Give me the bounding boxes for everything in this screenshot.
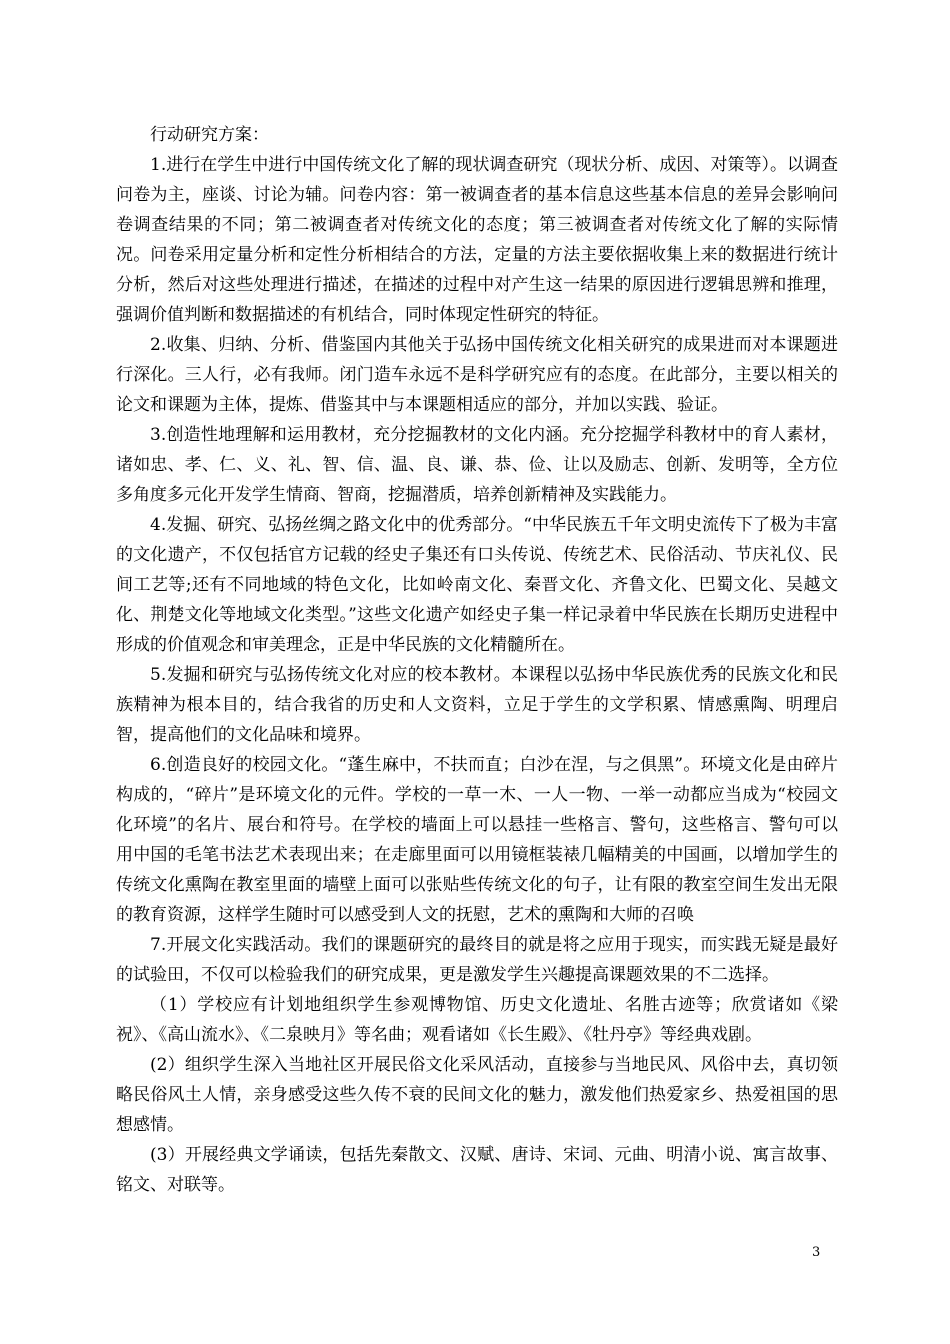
sub-item-3-classic-reading: (3）开展经典文学诵读，包括先秦散文、汉赋、唐诗、宋词、元曲、明清小说、寓言故事、铭文、对联等。 <box>116 1145 838 1195</box>
document-body <box>116 120 838 1200</box>
page-number: 3 <box>812 1245 821 1260</box>
paragraph-2-collect-and-reference: 2.收集、归纳、分析、借鉴国内其他关于弘扬中国传统文化相关研究的成果进而对本课题进行深化。三人行，必有我师。闭门造车永远不是科学研究应有的态度。在此部分，主要以相关的论文和课题为主体，提炼、借鉴其中与本课题相适应的部分，并加以实践、验证。 <box>116 335 838 415</box>
sub-item-1-visits: （1）学校应有计划地组织学生参观博物馆、历史文化遗址、名胜古迹等；欣赏诸如《梁祝》、《高山流水》、《二泉映月》等名曲；观看诸如《长生殿》、《牡丹亭》等经典戏剧。 <box>116 995 838 1045</box>
paragraph-4-silk-road-culture: 4.发掘、研究、弘扬丝绸之路文化中的优秀部分。“中华民族五千年文明史流传下了极为丰富的文化遗产，不仅包括官方记载的经史子集还有口头传说、传统艺术、民俗活动、节庆礼仪、民间工艺等;还有不同地域的特色文化，比如岭南文化、秦晋文化、齐鲁文化、巴蜀文化、吴越文化、荆楚文化等地域文化类型。”这些文化遗产如经史子集一样记录着中华民族在长期历史进程中形成的价值观念和审美理念，正是中华民族的文化精髓所在。 <box>116 515 838 655</box>
paragraph-3-use-of-textbooks: 3.创造性地理解和运用教材，充分挖掘教材的文化内涵。充分挖掘学科教材中的育人素材，诸如忠、孝、仁、义、礼、智、信、温、良、谦、恭、俭、让以及励志、创新、发明等，全方位多角度多元化开发学生情商、智商，挖掘潜质，培养创新精神及实践能力。 <box>116 425 838 505</box>
paragraph-6-campus-culture: 6.创造良好的校园文化。“蓬生麻中，不扶而直；白沙在涅，与之俱黑”。环境文化是由碎片构成的，“碎片”是环境文化的元件。学校的一草一木、一人一物、一举一动都应当成为“校园文化环境”的名片、展台和符号。在学校的墙面上可以悬挂一些格言、警句，这些格言、警句可以用中国的毛笔书法艺术表现出来；在走廊里面可以用镜框装裱几幅精美的中国画，以增加学生的传统文化熏陶在教室里面的墙壁上面可以张贴些传统文化的句子，让有限的教室空间生发出无限的教育资源，这样学生随时可以感受到人文的抚慰，艺术的熏陶和大师的召唤 <box>116 755 838 925</box>
heading-action-research-plan: 行动研究方案： <box>150 125 269 145</box>
paragraph-7-cultural-practice: 7.开展文化实践活动。我们的课题研究的最终目的就是将之应用于现实，而实践无疑是最好的试验田，不仅可以检验我们的研究成果，更是激发学生兴趣提高课题效果的不二选择。 <box>116 935 838 985</box>
sub-item-2-folk-culture: (2）组织学生深入当地社区开展民俗文化采风活动，直接参与当地民风、风俗中去，真切领略民俗风土人情，亲身感受这些久传不衰的民间文化的魅力，激发他们热爱家乡、热爱祖国的思想感情。 <box>116 1055 838 1135</box>
paragraph-1-survey-research: 1.进行在学生中进行中国传统文化了解的现状调查研究（现状分析、成因、对策等）。以调查问卷为主，座谈、讨论为辅。问卷内容：第一被调查者的基本信息这些基本信息的差异会影响问卷调查结果的不同；第二被调查者对传统文化的态度；第三被调查者对传统文化了解的实际情况。问卷采用定量分析和定性分析相结合的方法，定量的方法主要依据收集上来的数据进行统计分析，然后对这些处理进行描述，在描述的过程中对产生这一结果的原因进行逻辑思辨和推理，强调价值判断和数据描述的有机结合，同时体现定性研究的特征。 <box>116 155 838 325</box>
paragraph-5-school-textbooks: 5.发掘和研究与弘扬传统文化对应的校本教材。本课程以弘扬中华民族优秀的民族文化和民族精神为根本目的，结合我省的历史和人文资料，立足于学生的文学积累、情感熏陶、明理启智，提高他们的文化品味和境界。 <box>116 665 838 745</box>
